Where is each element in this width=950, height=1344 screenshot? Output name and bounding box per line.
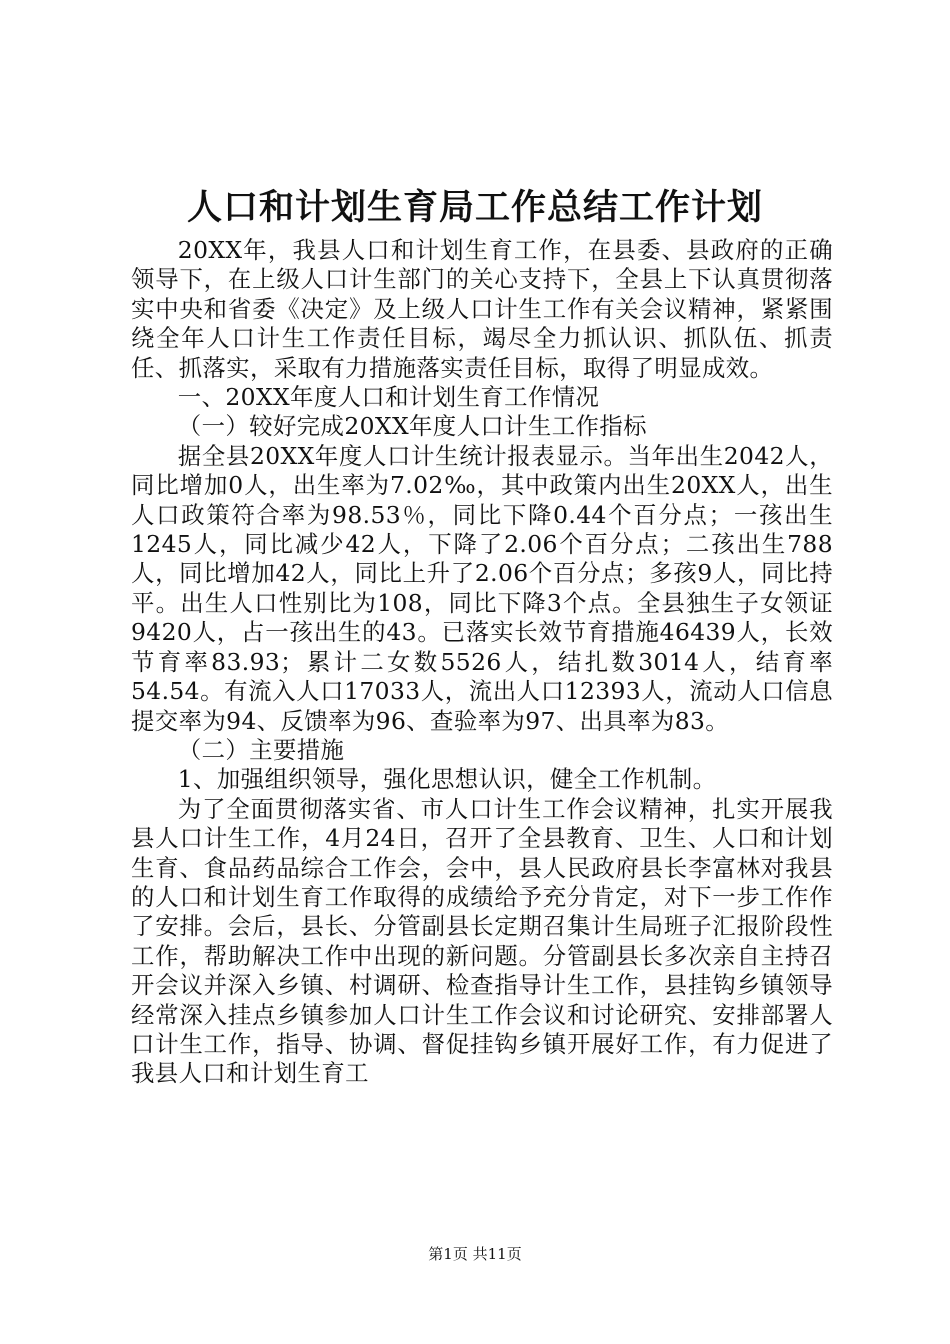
document-body — [131, 236, 833, 1089]
measure-heading: 1、加强组织领导，强化思想认识，健全工作机制。 — [177, 765, 717, 794]
page-number-footer: 第1页 共11页 — [428, 1245, 522, 1263]
section-heading: 一、20XX年度人口和计划生育工作情况 — [177, 383, 600, 412]
document-title: 人口和计划生育局工作总结工作计划 — [186, 187, 763, 228]
subsection-heading: （一）较好完成20XX年度人口计生工作指标 — [177, 412, 647, 441]
statistics-paragraph: 据全县20XX年度人口计生统计报表显示。当年出生2042人，同比增加0人，出生率为7.02‰，其中政策内出生20XX人，出生人口政策符合率为98.53％，同比下降0.44个百分点；一孩出生1245人，同比减少42人，下降了2.06个百分点；二孩出生788人，同比增加42人，同比上升了2.06个百分点；多孩9人，同比持平。出生人口性别比为108，同比下降3个点。全县独生子女领证9420人，占一孩出生的43。已落实长效节育措施46439人，长效节育率83.93；累计二女数5526人，结扎数3014人，结育率54.54。有流入人口17033人，流出人口12393人，流动人口信息提交率为94、反馈率为96、查验率为97、出具率为83。 — [131, 441, 833, 735]
subsection-heading: （二）主要措施 — [177, 735, 345, 764]
intro-paragraph: 20XX年，我县人口和计划生育工作，在县委、县政府的正确领导下，在上级人口计生部门的关心支持下，全县上下认真贯彻落实中央和省委《决定》及上级人口计生工作有关会议精神，紧紧围绕全年人口计生工作责任目标，竭尽全力抓认识、抓队伍、抓责任、抓落实，采取有力措施落实责任目标，取得了明显成效。 — [131, 236, 833, 382]
measure-paragraph: 为了全面贯彻落实省、市人口计生工作会议精神，扎实开展我县人口计生工作，4月24日，召开了全县教育、卫生、人口和计划生育、食品药品综合工作会，会中，县人民政府县长李富林对我县的人口和计划生育工作取得的成绩给予充分肯定，对下一步工作作了安排。会后，县长、分管副县长定期召集计生局班子汇报阶段性工作，帮助解决工作中出现的新问题。分管副县长多次亲自主持召开会议并深入乡镇、村调研、检查指导计生工作，县挂钩乡镇领导经常深入挂点乡镇参加人口计生工作会议和讨论研究、安排部署人口计生工作，指导、协调、督促挂钩乡镇开展好工作，有力促进了我县人口和计划生育工 — [131, 794, 833, 1088]
